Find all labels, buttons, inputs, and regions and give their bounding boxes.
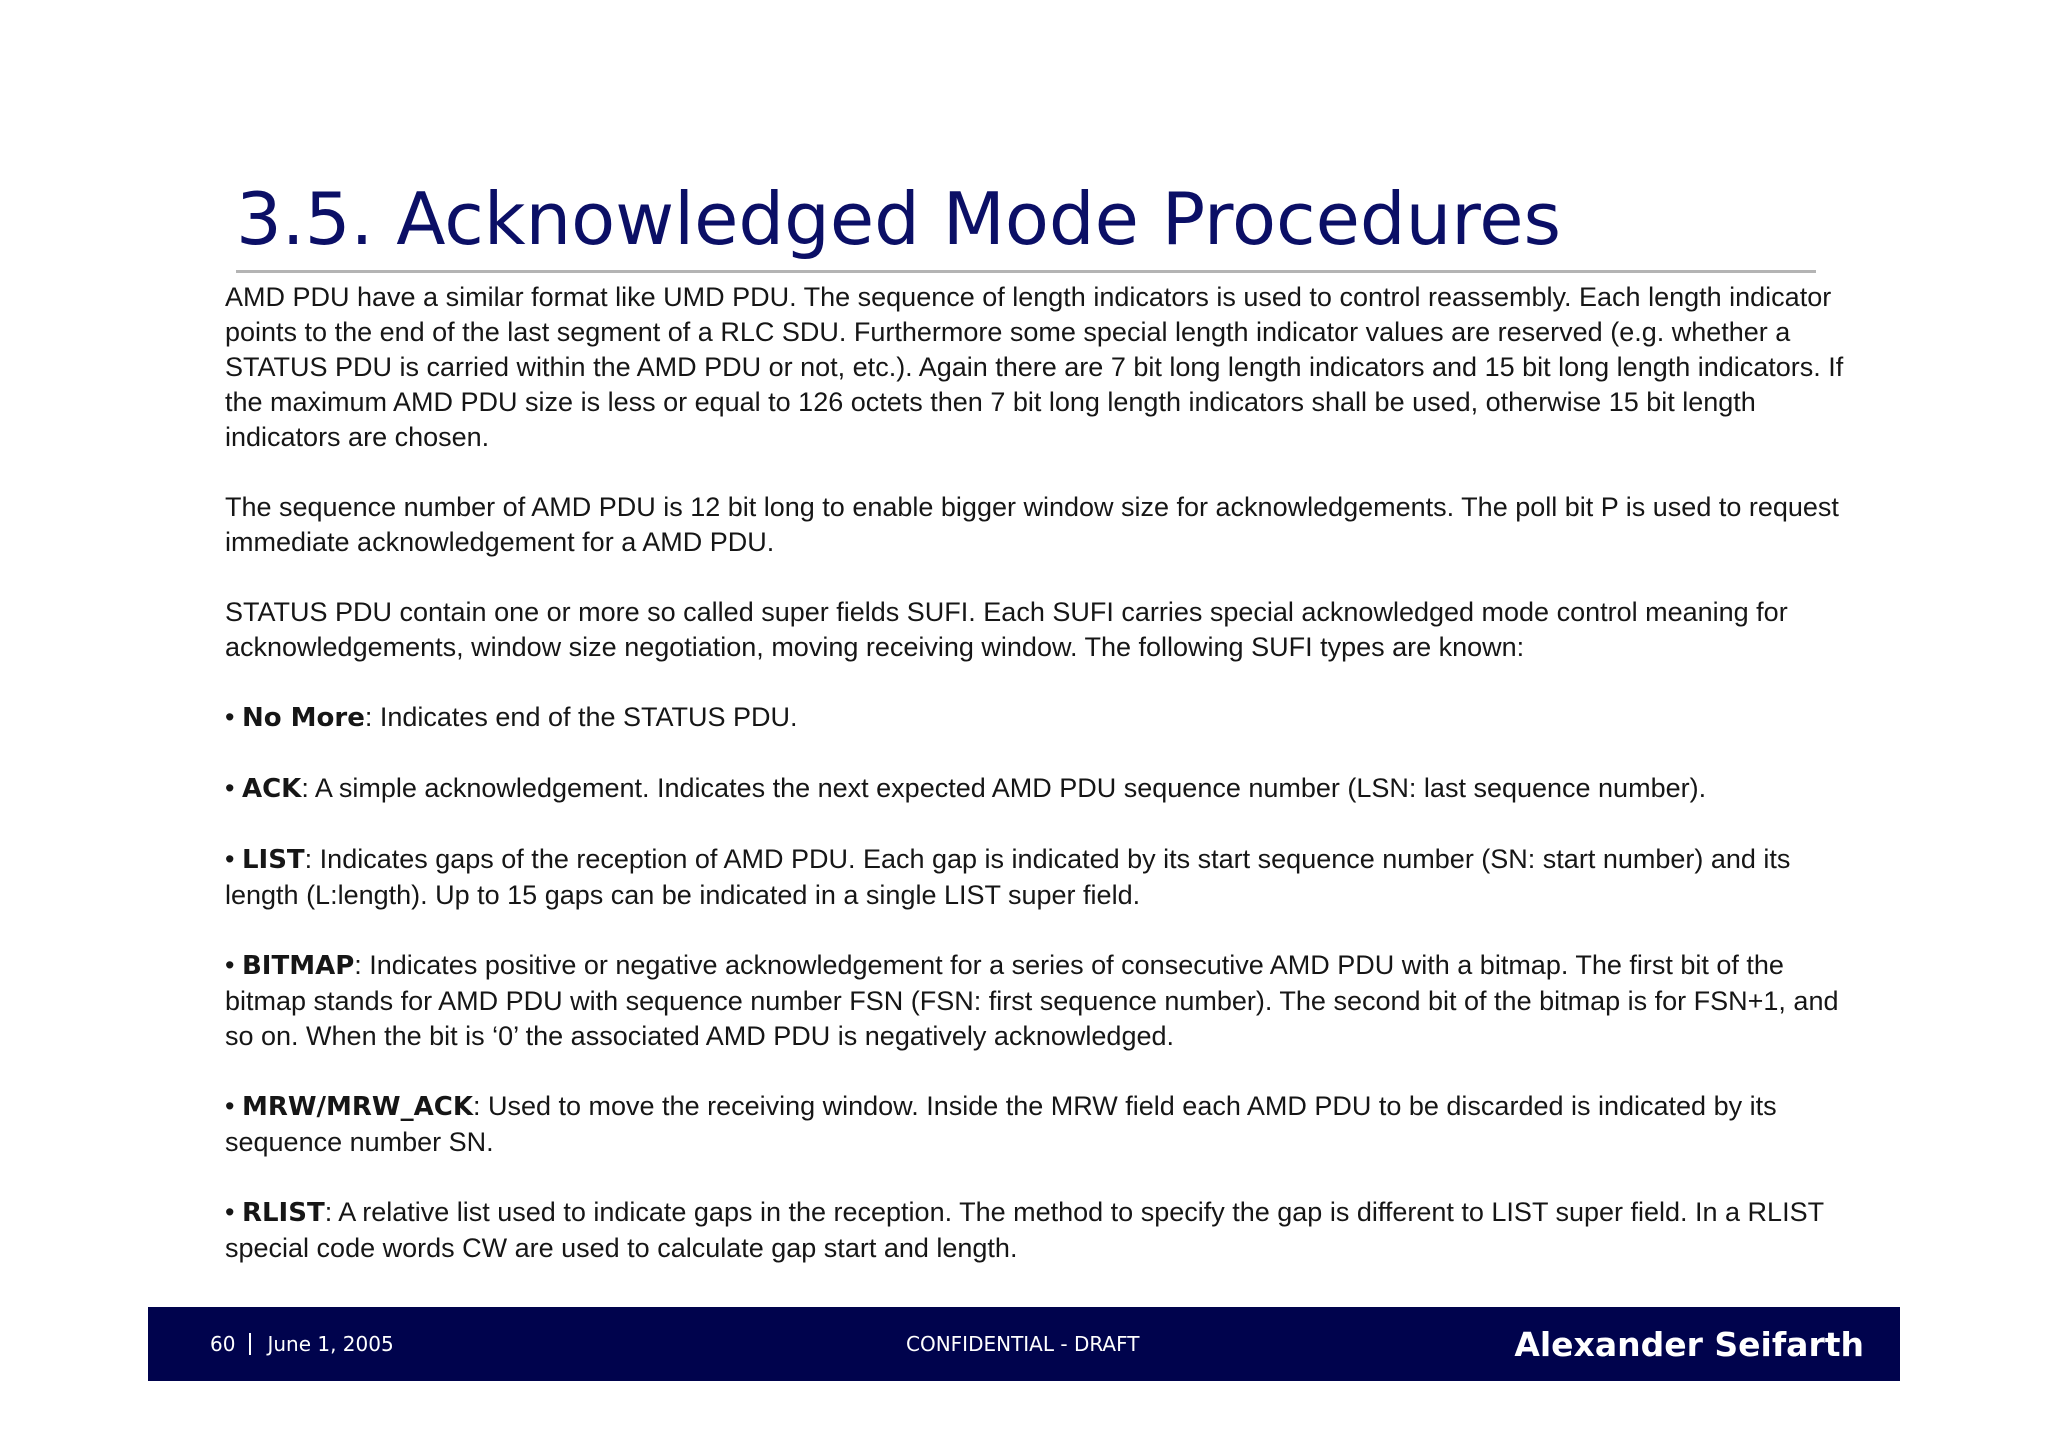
- paragraph-amd-pdu-format: AMD PDU have a similar format like UMD PDU. The sequence of length indicators is used to control reassembly. Each length indicator points to the end of the last segment of a RLC SDU. Furthermore some special length indicator values are reserved (e.g. whether a STATUS PDU is carried within the AMD PDU or not, etc.). Again there are 7 bit long length indicators and 15 bit long length indicators. If the maximum AMD PDU size is less or equal to 126 octets then 7 bit long length indicators shall be used, otherwise 15 bit length indicators are chosen.: [225, 282, 1844, 452]
- bullet-marker: •: [225, 1091, 235, 1121]
- footer-separator: [249, 1333, 251, 1355]
- bullet-marker: •: [225, 844, 235, 874]
- sufi-item-list: [225, 842, 1845, 913]
- sufi-description: : Used to move the receiving window. Inside the MRW field each AMD PDU to be discarded is indicated by its sequence number SN.: [225, 1091, 1777, 1157]
- footer-left: [210, 1307, 394, 1381]
- sufi-description: : Indicates end of the STATUS PDU.: [364, 702, 798, 732]
- sufi-item-bitmap: [225, 948, 1845, 1054]
- author-name: Alexander Seifarth: [1514, 1325, 1864, 1364]
- paragraph-status-pdu: STATUS PDU contain one or more so called super fields SUFI. Each SUFI carries special acknowledged mode control meaning for acknowledgements, window size negotiation, moving receiving window. The following SUFI types are known:: [225, 597, 1788, 662]
- bullet-marker: •: [225, 702, 235, 732]
- sufi-description: : A relative list used to indicate gaps in the reception. The method to specify the gap is different to LIST super field. In a RLIST special code words CW are used to calculate gap start and length.: [225, 1197, 1824, 1263]
- title-divider: [236, 270, 1816, 273]
- sufi-description: : A simple acknowledgement. Indicates the next expected AMD PDU sequence number (LSN: last sequence number).: [301, 773, 1707, 803]
- bullet-marker: •: [225, 1197, 235, 1227]
- bullet-marker: •: [225, 950, 235, 980]
- sufi-term: MRW/MRW_ACK: [241, 1092, 473, 1122]
- footer-bar: [148, 1307, 1900, 1381]
- bullet-marker: •: [225, 773, 235, 803]
- slide-body: [225, 280, 1845, 1266]
- sufi-description: : Indicates gaps of the reception of AMD PDU. Each gap is indicated by its start sequence number (SN: start number) and its length (L:length). Up to 15 gaps can be indicated in a single LIST super field.: [225, 844, 1791, 910]
- footer-date: June 1, 2005: [267, 1332, 394, 1356]
- paragraph-sequence-number: The sequence number of AMD PDU is 12 bit long to enable bigger window size for acknowledgements. The poll bit P is used to request immediate acknowledgement for a AMD PDU.: [225, 492, 1839, 557]
- sufi-item-no-more: [225, 700, 1845, 736]
- sufi-item-rlist: [225, 1195, 1845, 1266]
- sufi-description: : Indicates positive or negative acknowledgement for a series of consecutive AMD PDU with a bitmap. The first bit of the bitmap stands for AMD PDU with sequence number FSN (FSN: first sequence number). The second bit of the bitmap is for FSN+1, and so on. When the bit is ‘0’ the associated AMD PDU is negatively acknowledged.: [225, 950, 1839, 1051]
- sufi-term: BITMAP: [241, 951, 355, 981]
- page-number: 60: [210, 1332, 236, 1356]
- sufi-term: No More: [241, 703, 365, 733]
- confidentiality-label: CONFIDENTIAL - DRAFT: [906, 1332, 1140, 1356]
- sufi-term: RLIST: [241, 1198, 325, 1228]
- slide-title: 3.5. Acknowledged Mode Procedures: [236, 177, 1562, 261]
- sufi-term: ACK: [241, 774, 302, 804]
- sufi-term: LIST: [241, 845, 305, 875]
- sufi-item-ack: [225, 771, 1845, 807]
- sufi-item-mrw: [225, 1089, 1845, 1160]
